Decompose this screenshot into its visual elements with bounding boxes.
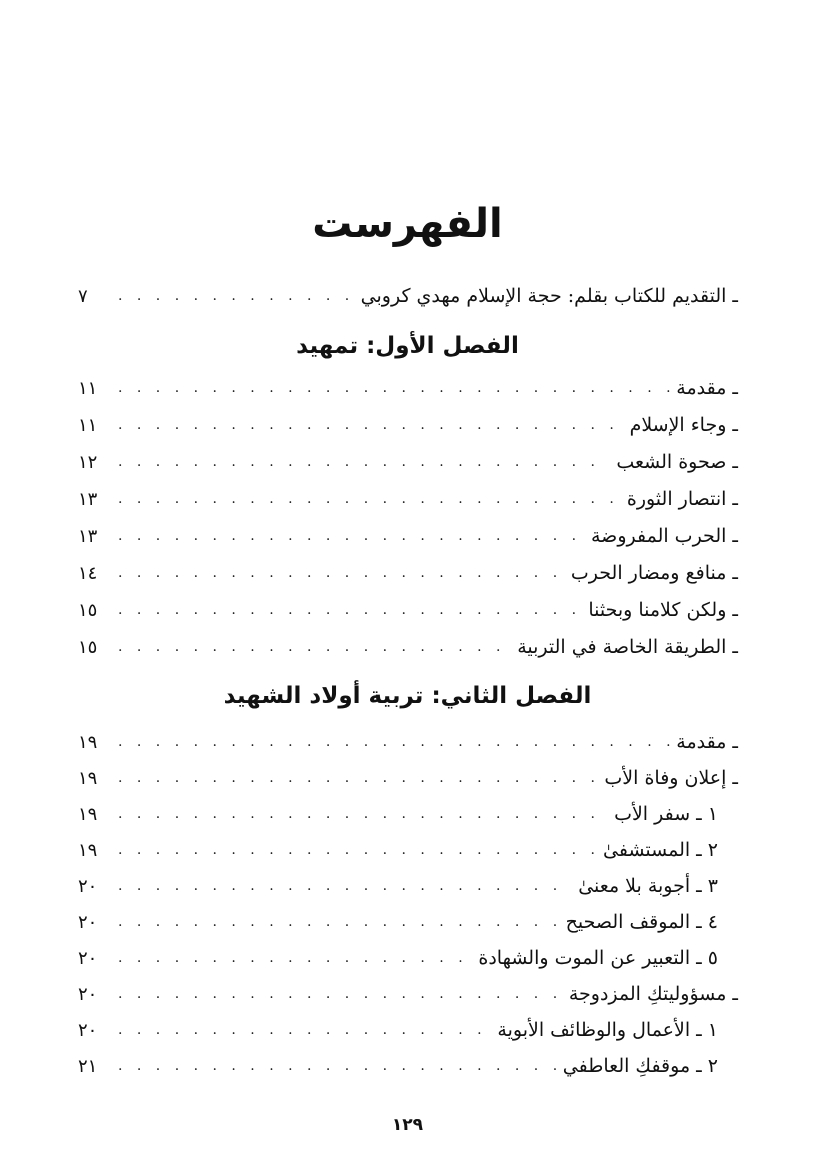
toc-entry bbox=[78, 592, 738, 628]
toc-subentry bbox=[78, 940, 738, 976]
toc-page-number: ١١ bbox=[78, 414, 98, 436]
chapter-heading: الفصل الثاني: تربية أولاد الشهيد bbox=[223, 683, 592, 709]
toc-entry-text: ١ ـ الأعمال والوظائف الأبوية bbox=[497, 1019, 718, 1041]
toc-subentry bbox=[78, 904, 738, 940]
toc-entry-text: ١ ـ سفر الأب bbox=[614, 803, 718, 825]
toc-page-number: ١٢ bbox=[78, 451, 98, 473]
toc-entry-text: ٤ ـ الموقف الصحيح bbox=[565, 911, 718, 933]
dot-leader bbox=[118, 481, 621, 517]
toc-entry-intro bbox=[78, 278, 738, 314]
toc-page-number: ١٩ bbox=[78, 731, 98, 753]
toc-entry bbox=[78, 555, 738, 591]
toc-subentry bbox=[78, 796, 738, 832]
toc-page-number: ١٥ bbox=[78, 599, 98, 621]
toc-entry-text: ٢ ـ المستشفىٰ bbox=[603, 839, 718, 861]
dot-leader bbox=[118, 278, 355, 314]
toc-page-number: ٢٠ bbox=[78, 1019, 98, 1041]
toc-page-number: ١٩ bbox=[78, 839, 98, 861]
dot-leader bbox=[118, 370, 670, 406]
toc-page-number: ٢٠ bbox=[78, 947, 98, 969]
dot-leader bbox=[118, 518, 585, 554]
toc-page-number: ١١ bbox=[78, 377, 98, 399]
toc-entry bbox=[78, 724, 738, 760]
toc-page-number: ١٣ bbox=[78, 488, 98, 510]
toc-page-number: ٧ bbox=[78, 285, 88, 307]
toc-entry-text: ـ مسؤوليتكِ المزدوجة bbox=[568, 983, 738, 1005]
toc-entry bbox=[78, 518, 738, 554]
toc-page-number: ١٥ bbox=[78, 636, 98, 658]
toc-entry-text: ـ الحرب المفروضة bbox=[591, 525, 738, 547]
dot-leader bbox=[118, 444, 610, 480]
dot-leader bbox=[118, 904, 560, 940]
toc-entry-text: ٢ ـ موقفكِ العاطفي bbox=[562, 1055, 718, 1077]
toc-page-number: ١٩ bbox=[78, 803, 98, 825]
toc-entry bbox=[78, 481, 738, 517]
dot-leader bbox=[118, 592, 582, 628]
toc-page-number: ٢٠ bbox=[78, 875, 98, 897]
toc-entry-text: ٥ ـ التعبير عن الموت والشهادة bbox=[478, 947, 718, 969]
toc-entry bbox=[78, 976, 738, 1012]
toc-subentry bbox=[78, 1012, 738, 1048]
toc-entry bbox=[78, 370, 738, 406]
dot-leader bbox=[118, 1012, 491, 1048]
dot-leader bbox=[118, 832, 597, 868]
toc-entry-text: ـ صحوة الشعب bbox=[616, 451, 738, 473]
toc-entry-text: ـ منافع ومضار الحرب bbox=[570, 562, 738, 584]
dot-leader bbox=[118, 555, 565, 591]
chapter-heading: الفصل الأول: تمهيد bbox=[296, 333, 519, 359]
dot-leader bbox=[118, 796, 608, 832]
toc-entry-text: ـ إعلان وفاة الأب bbox=[604, 767, 738, 789]
toc-entry-text: ـ التقديم للكتاب بقلم: حجة الإسلام مهدي كروبي bbox=[360, 285, 738, 307]
toc-entry-text: ـ انتصار الثورة bbox=[626, 488, 738, 510]
page-number: ١٢٩ bbox=[391, 1115, 424, 1135]
toc-entry bbox=[78, 629, 738, 665]
dot-leader bbox=[118, 976, 563, 1012]
dot-leader bbox=[118, 724, 670, 760]
toc-entry bbox=[78, 407, 738, 443]
toc-entry-text: ـ ولكن كلامنا وبحثنا bbox=[588, 599, 738, 621]
dot-leader bbox=[118, 760, 598, 796]
toc-page-number: ١٣ bbox=[78, 525, 98, 547]
toc-entry-text: ـ مقدمة bbox=[676, 731, 738, 753]
toc-page-number: ١٩ bbox=[78, 767, 98, 789]
toc-page-number: ٢٠ bbox=[78, 983, 98, 1005]
toc-subentry bbox=[78, 868, 738, 904]
toc-entry bbox=[78, 760, 738, 796]
dot-leader bbox=[118, 1048, 557, 1084]
toc-entry bbox=[78, 444, 738, 480]
page-title: الفهرست bbox=[312, 201, 503, 247]
toc-subentry bbox=[78, 832, 738, 868]
toc-page-number: ٢٠ bbox=[78, 911, 98, 933]
toc-page-number: ١٤ bbox=[78, 562, 98, 584]
toc-entry-text: ٣ ـ أجوبة بلا معنىٰ bbox=[578, 875, 718, 897]
dot-leader bbox=[118, 629, 511, 665]
dot-leader bbox=[118, 407, 624, 443]
dot-leader bbox=[118, 940, 472, 976]
toc-entry-text: ـ وجاء الإسلام bbox=[629, 414, 738, 436]
toc-entry-text: ـ مقدمة bbox=[676, 377, 738, 399]
toc-entry-text: ـ الطريقة الخاصة في التربية bbox=[517, 636, 738, 658]
toc-subentry bbox=[78, 1048, 738, 1084]
dot-leader bbox=[118, 868, 572, 904]
toc-page-number: ٢١ bbox=[78, 1055, 98, 1077]
